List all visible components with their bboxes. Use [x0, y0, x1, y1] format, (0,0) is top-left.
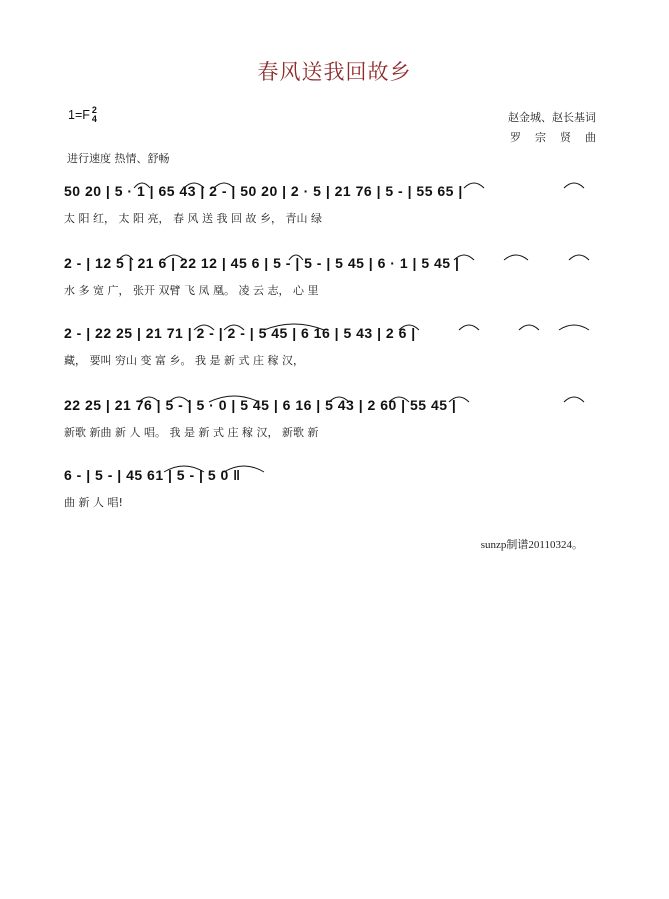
key-label: 1=F	[68, 108, 90, 122]
score-system	[64, 460, 604, 512]
score-system	[64, 318, 604, 370]
key-signature	[68, 106, 97, 124]
notation-line: 6 - | 5 - | 45 61 | 5 - | 5 0 ‖	[64, 467, 241, 483]
lyrics-line: 太 阳 红， 太 阳 亮， 春 风 送 我 回 故 乡， 青山 绿	[64, 212, 322, 225]
time-signature	[92, 106, 97, 124]
engraver-credit: sunzp制谱20110324。	[480, 539, 583, 551]
notation-line: 22 25 | 21 76 | 5 - | 5 · 0 | 5 45 | 6 16 | 5 43 | 2 60 | 55 45 |	[64, 397, 457, 413]
credits	[508, 108, 610, 148]
song-title: 春风送我回故乡	[257, 60, 412, 84]
lyricists: 赵金城、赵长基词	[508, 111, 596, 124]
lyrics-line: 曲 新 人 唱!	[64, 496, 123, 509]
notation-line: 50 20 | 5 · 1 | 65 43 | 2 - | 50 20 | 2 · 5 | 21 76 | 5 - | 55 65 |	[64, 183, 463, 199]
composer: 罗宗贤曲	[510, 131, 610, 144]
score-system	[64, 176, 604, 228]
time-top: 2	[91, 105, 97, 115]
notation-line: 2 - | 12 5 | 21 6 | 22 12 | 45 6 | 5 - | 5 - | 5 45 | 6 · 1 | 5 45 |	[64, 255, 460, 271]
notation-line: 2 - | 22 25 | 21 71 | 2 - | 2 - | 5 45 | 6 16 | 5 43 | 2 6 |	[64, 325, 416, 341]
lyrics-line: 水 多 宽 广， 张开 双臂 飞 凤 凰。 凌 云 志， 心 里	[64, 284, 319, 297]
lyrics-line: 新歌 新曲 新 人 唱。 我 是 新 式 庄 稼 汉， 新歌 新	[64, 426, 319, 439]
lyrics-line: 藏， 要叫 穷山 变 富 乡。 我 是 新 式 庄 稼 汉，	[64, 354, 304, 367]
score-system	[64, 390, 604, 442]
score-system	[64, 248, 604, 300]
time-bottom: 4	[91, 114, 97, 124]
tempo-marking: 进行速度 热情、舒畅	[67, 152, 170, 165]
